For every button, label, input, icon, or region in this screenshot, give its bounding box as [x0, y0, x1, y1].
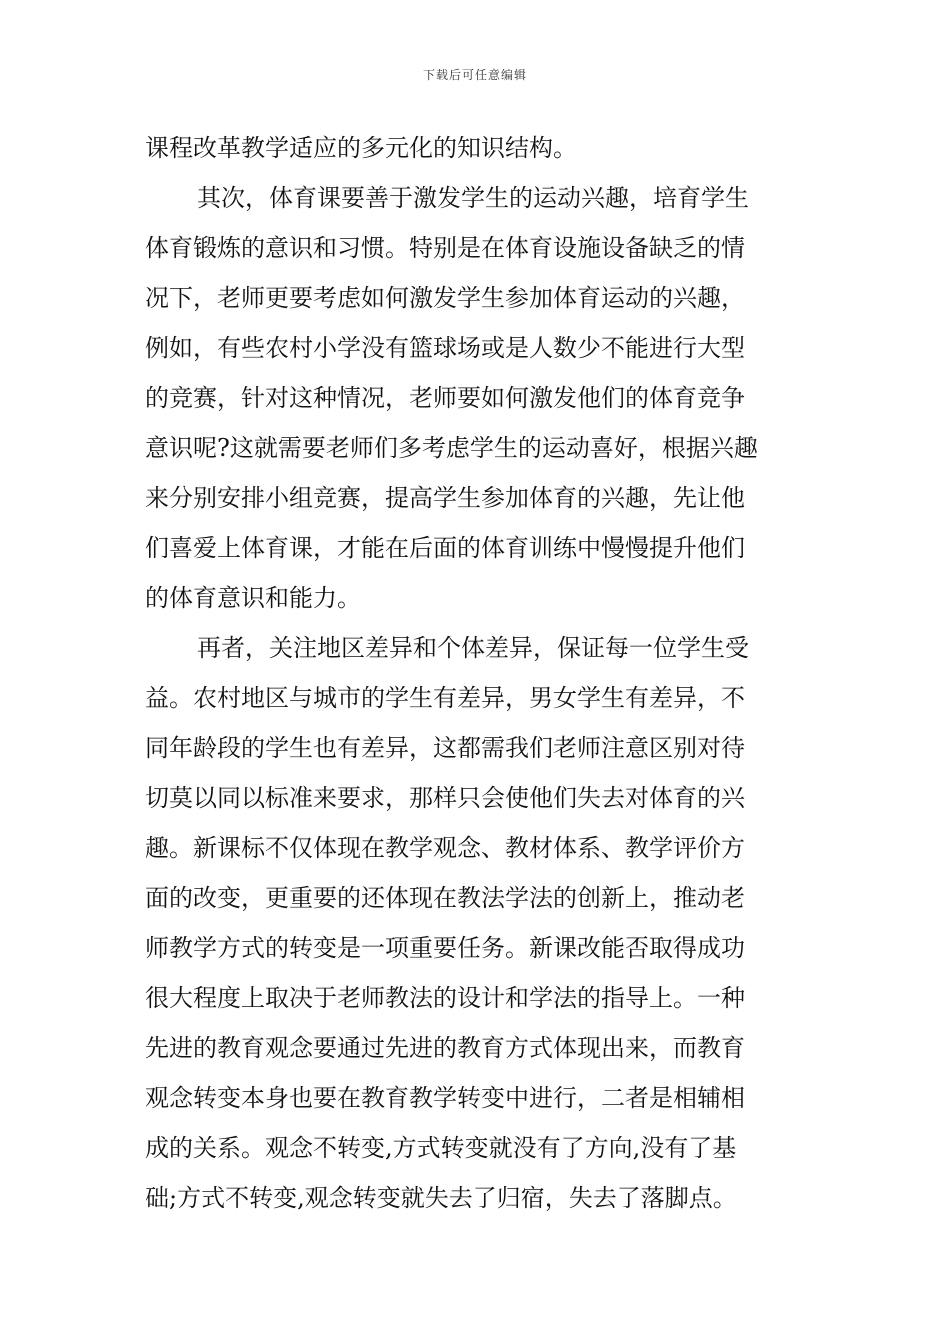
body-line: 意识呢?这就需要老师们多考虑学生的运动喜好，根据兴趣 [145, 434, 758, 462]
body-line: 很大程度上取决于老师教法的设计和学法的指导上。一种 [145, 984, 745, 1012]
body-line: 课程改革教学适应的多元化的知识结构。 [145, 134, 577, 162]
body-line: 体育锻炼的意识和习惯。特别是在体育设施设备缺乏的情 [145, 234, 745, 262]
body-line: 观念转变本身也要在教育教学转变中进行，二者是相辅相 [145, 1084, 745, 1112]
body-line: 趣。新课标不仅体现在教学观念、教材体系、教学评价方 [145, 834, 745, 862]
body-line: 们喜爱上体育课，才能在后面的体育训练中慢慢提升他们 [145, 534, 745, 562]
body-line: 础;方式不转变,观念转变就失去了归宿，失去了落脚点。 [145, 1184, 737, 1212]
body-line: 先进的教育观念要通过先进的教育方式体现出来，而教育 [145, 1034, 745, 1062]
body-line: 成的关系。观念不转变,方式转变就没有了方向,没有了基 [145, 1134, 737, 1162]
body-line: 况下，老师更要考虑如何激发学生参加体育运动的兴趣， [145, 284, 745, 312]
paragraph-first-line: 再者，关注地区差异和个体差异，保证每一位学生受 [197, 634, 749, 662]
body-line: 面的改变，更重要的还体现在教法学法的创新上，推动老 [145, 884, 745, 912]
body-line: 的竞赛，针对这种情况，老师要如何激发他们的体育竞争 [145, 384, 745, 412]
body-line: 例如，有些农村小学没有篮球场或是人数少不能进行大型 [145, 334, 745, 362]
body-line: 同年龄段的学生也有差异，这都需我们老师注意区别对待 [145, 734, 745, 762]
body-line: 切莫以同以标准来要求，那样只会使他们失去对体育的兴 [145, 784, 745, 812]
body-line: 的体育意识和能力。 [145, 584, 361, 612]
paragraph-first-line: 其次，体育课要善于激发学生的运动兴趣，培育学生 [197, 184, 749, 212]
body-line: 来分别安排小组竞赛，提高学生参加体育的兴趣，先让他 [145, 484, 745, 512]
body-line: 益。农村地区与城市的学生有差异，男女学生有差异，不 [145, 684, 745, 712]
header-note: 下载后可任意编辑 [422, 68, 527, 82]
body-line: 师教学方式的转变是一项重要任务。新课改能否取得成功 [145, 934, 745, 962]
